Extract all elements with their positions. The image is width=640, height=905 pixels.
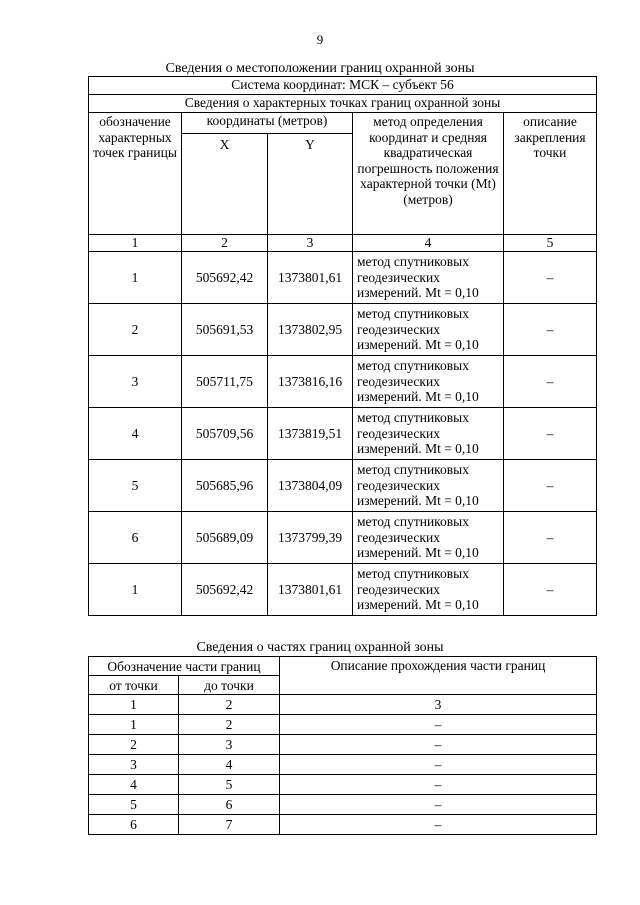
description-cell: – [504,304,597,356]
coord-y: 1373804,09 [268,460,353,512]
colnum-1: 1 [89,235,182,252]
to-point: 3 [179,735,280,755]
header-boundary-description: Описание прохождения части границ [280,657,597,695]
from-point: 3 [89,755,179,775]
section1-caption: Сведения о местоположении границ охранной зоны [165,61,475,76]
from-point: 6 [89,815,179,835]
page-number: 9 [316,32,324,47]
point-id: 4 [89,408,182,460]
colnum-2: 2 [182,235,268,252]
from-point: 5 [89,795,179,815]
method-cell: метод спутниковых геодезических измерений. Mt = 0,10 [353,460,504,512]
coord-y: 1373801,61 [268,252,353,304]
header-coordinates: координаты (метров) [182,113,353,134]
table-row [89,775,597,795]
coord-x: 505691,53 [182,304,268,356]
coord-x: 505692,42 [182,564,268,616]
coord-x: 505692,42 [182,252,268,304]
description-cell: – [504,460,597,512]
header-description: описание закрепления точки [504,113,597,235]
header-designation: Обозначение части границ [89,657,280,676]
table-row [89,460,597,512]
method-cell: метод спутниковых геодезических измерений. Mt = 0,10 [353,512,504,564]
point-id: 6 [89,512,182,564]
section2-caption: Сведения о частях границ охранной зоны [196,640,444,655]
description-cell: – [504,512,597,564]
method-cell: метод спутниковых геодезических измерений. Mt = 0,10 [353,408,504,460]
method-cell: метод спутниковых геодезических измерений. Mt = 0,10 [353,252,504,304]
part-description: – [280,755,597,775]
column-numbers-row [89,695,597,715]
coord-system-row [89,77,597,95]
table-row [89,512,597,564]
coord-x: 505689,09 [182,512,268,564]
from-point: 4 [89,775,179,795]
from-point: 2 [89,735,179,755]
colnum-2: 2 [179,695,280,715]
description-cell: – [504,408,597,460]
table-row [89,795,597,815]
point-id: 1 [89,252,182,304]
part-description: – [280,795,597,815]
point-id: 2 [89,304,182,356]
to-point: 6 [179,795,280,815]
coord-y: 1373801,61 [268,564,353,616]
column-numbers-row [89,235,597,252]
colnum-1: 1 [89,695,179,715]
subtitle-row [89,95,597,113]
header-row [89,657,597,676]
to-point: 7 [179,815,280,835]
colnum-4: 4 [353,235,504,252]
method-cell: метод спутниковых геодезических измерений. Mt = 0,10 [353,356,504,408]
table-row [89,755,597,775]
points-subtitle: Сведения о характерных точках границ охранной зоны [89,95,597,113]
table-row [89,815,597,835]
coord-y: 1373802,95 [268,304,353,356]
points-table [88,76,597,616]
point-id: 3 [89,356,182,408]
boundary-parts-table [88,656,597,835]
part-description: – [280,775,597,795]
coord-y: 1373816,16 [268,356,353,408]
method-cell: метод спутниковых геодезических измерений. Mt = 0,10 [353,564,504,616]
description-cell: – [504,564,597,616]
header-row [89,113,597,134]
coord-x: 505685,96 [182,460,268,512]
to-point: 2 [179,715,280,735]
header-point-designation: обозначение характерных точек границы [89,113,182,235]
colnum-5: 5 [504,235,597,252]
header-method: метод определения координат и средняя квадратическая погрешность положения характерной точки (Mt) (метров) [353,113,504,235]
colnum-3: 3 [268,235,353,252]
table-row [89,715,597,735]
to-point: 5 [179,775,280,795]
colnum-3: 3 [280,695,597,715]
header-y: Y [268,134,353,235]
part-description: – [280,815,597,835]
table-row [89,735,597,755]
description-cell: – [504,252,597,304]
point-id: 1 [89,564,182,616]
method-cell: метод спутниковых геодезических измерений. Mt = 0,10 [353,304,504,356]
part-description: – [280,735,597,755]
header-from-point: от точки [89,676,179,695]
coord-x: 505711,75 [182,356,268,408]
coord-system: Система координат: МСК – субъект 56 [89,77,597,95]
to-point: 4 [179,755,280,775]
part-description: – [280,715,597,735]
description-cell: – [504,356,597,408]
point-id: 5 [89,460,182,512]
header-to-point: до точки [179,676,280,695]
table-row [89,252,597,304]
table-row [89,304,597,356]
coord-y: 1373819,51 [268,408,353,460]
coord-y: 1373799,39 [268,512,353,564]
coord-x: 505709,56 [182,408,268,460]
header-x: X [182,134,268,235]
from-point: 1 [89,715,179,735]
table-row [89,564,597,616]
table-row [89,408,597,460]
table-row [89,356,597,408]
